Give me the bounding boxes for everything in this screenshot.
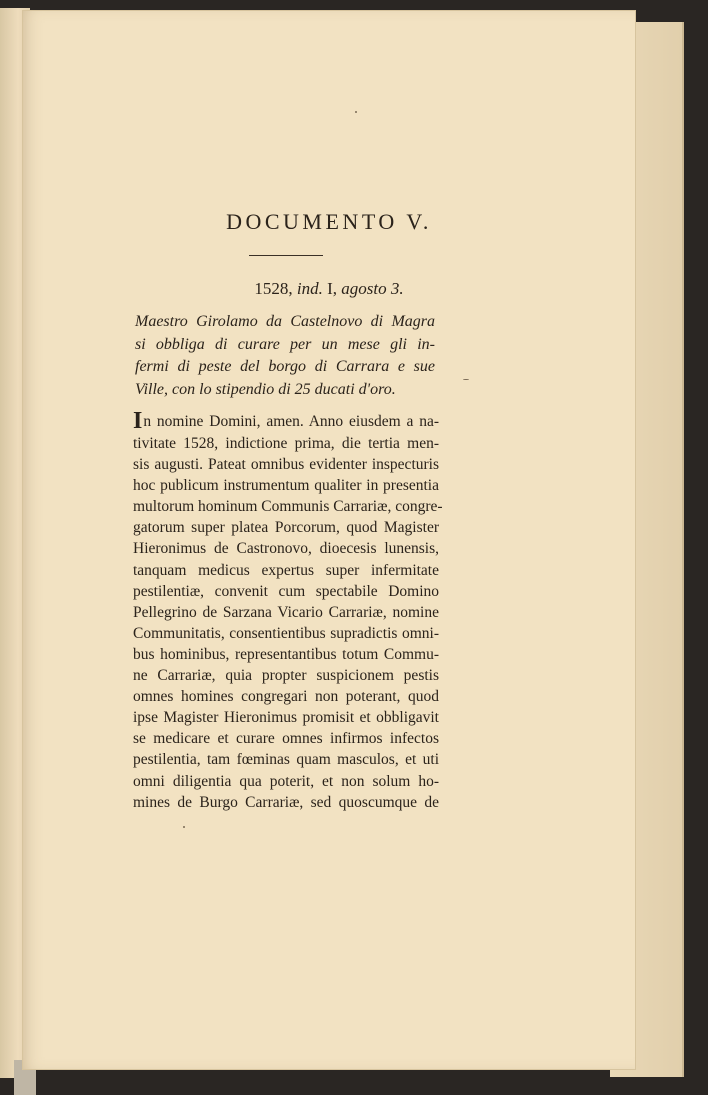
body-line: tivitate 1528, indictione prima, die tertia men- [133, 435, 439, 452]
body-line: pestilentia, tam fœminas quam masculos, et uti [133, 751, 439, 769]
body-line: mines de Burgo Carrariæ, sed quoscumque de [133, 793, 439, 811]
body-line-first [133, 409, 439, 433]
summary-line: fermi di peste del borgo di Carrara e sue [135, 358, 435, 375]
summary-line: Ville, con lo stipendio di 25 ducati d'oro. [135, 380, 396, 398]
body-line: gatorum super platea Porcorum, quod Magister [133, 519, 439, 537]
body-line: hoc publicum instrumentum qualiter in presentia [133, 477, 439, 495]
date-indiction-number: I, [327, 279, 338, 298]
body-line: omnes homines congregari non poterant, quod [133, 688, 439, 706]
body-line: se medicare et curare omnes infirmos infectos [133, 730, 439, 748]
body-line: ne Carrariæ, quia propter suspicionem pestis [133, 667, 439, 685]
body-line: bus hominibus, representantibus totum Commu- [133, 645, 439, 663]
summary-line: si obbliga di curare per un mese gli in- [135, 335, 435, 353]
document-summary [135, 311, 435, 401]
body-line: multorum hominum Communis Carrariæ, congre- [133, 498, 443, 516]
body-line: tanquam medicus expertus super infermitate [133, 561, 439, 579]
date-month: agosto 3. [341, 279, 404, 298]
paper-speck [463, 379, 469, 380]
body-line: Pellegrino de Sarzana Vicario Carrariæ, nomine [133, 603, 439, 621]
date-year: 1528, [254, 279, 293, 298]
body-line: ipse Magister Hieronimus promisit et obbligavit [133, 709, 439, 727]
date-indiction: ind. [296, 279, 323, 298]
body-line: Hieronimus de Castronovo, dioecesis lunensis, [133, 540, 439, 558]
document-date [23, 279, 635, 299]
document-body [133, 408, 443, 813]
body-line: sis augusti. Pateat omnibus evidenter inspecturis [133, 456, 439, 474]
book-page [22, 10, 636, 1070]
summary-line: Maestro Girolamo da Castelnovo di Magra [135, 313, 435, 330]
title-rule [249, 255, 323, 256]
body-line: omni diligentia qua poterit, et non solum ho- [133, 772, 439, 790]
body-line: Communitatis, consentientibus supradictis omni- [133, 624, 439, 642]
paper-speck [355, 111, 357, 113]
drop-cap: I [133, 408, 143, 434]
document-title: DOCUMENTO V. [226, 209, 432, 234]
body-line-text: n nomine Domini, amen. Anno eiusdem a na- [143, 413, 439, 430]
body-line: pestilentiæ, convenit cum spectabile Domino [133, 582, 439, 600]
paper-speck [183, 826, 185, 828]
